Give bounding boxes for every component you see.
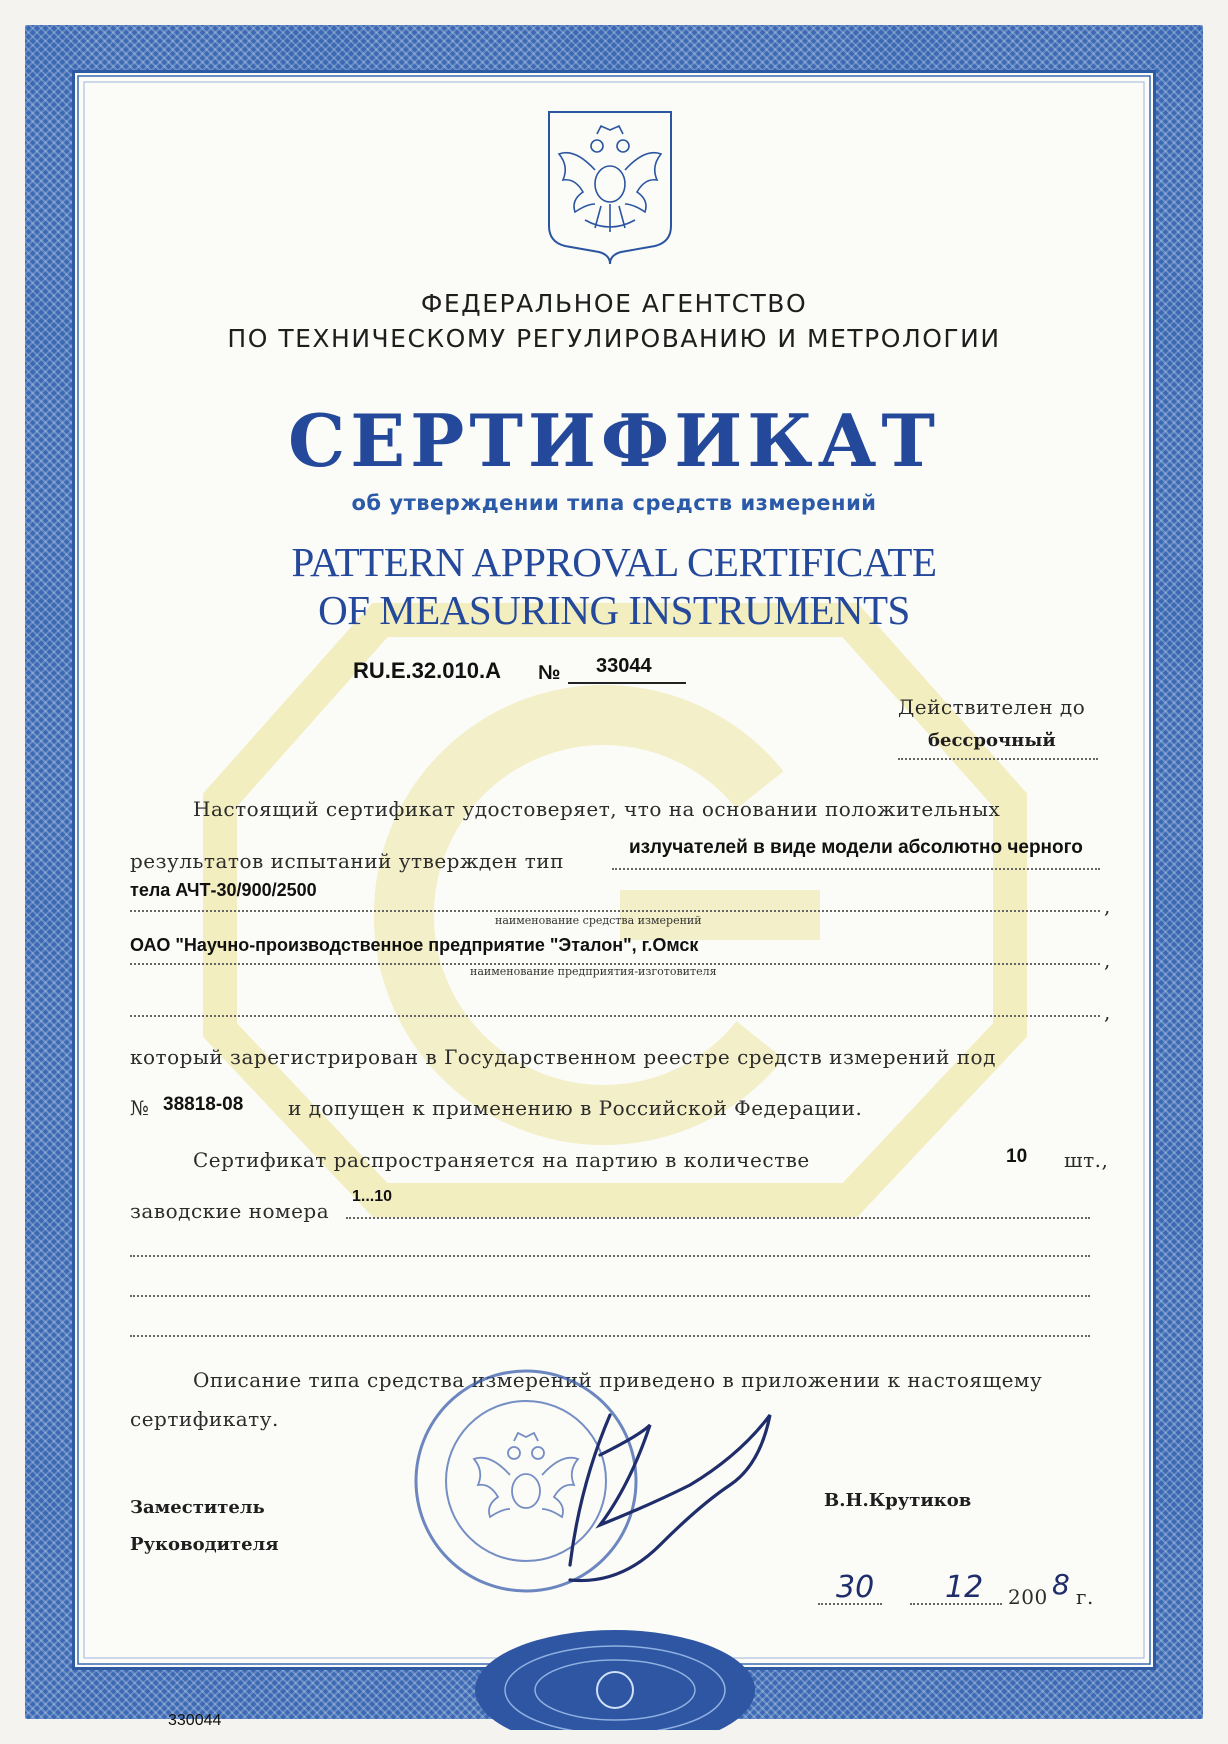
certificate-number: 33044 (596, 655, 652, 677)
manufacturer-caption: наименование предприятия-изготовителя (470, 965, 717, 978)
registry-number: 38818-08 (163, 1094, 244, 1115)
description-line-1: Описание типа средства измерений приведено в приложении к настоящему (193, 1368, 1043, 1392)
english-title-line-1: PATTERN APPROVAL CERTIFICATE (291, 539, 937, 585)
instrument-name-line-2: тела АЧТ-30/900/2500 (130, 880, 317, 900)
double-headed-eagle-icon (545, 108, 675, 266)
date-day-dotted-line (818, 1603, 882, 1605)
manufacturer-name: ОАО "Научно-производственное предприятие "Эталон", г.Омск (130, 935, 699, 955)
registry-tail: и допущен к применению в Российской Федерации. (288, 1096, 863, 1120)
serials-value: 1...10 (352, 1188, 393, 1205)
instrument-dotted-line-1 (612, 868, 1100, 870)
signatory-position-line-2: Руководителя (130, 1534, 279, 1555)
instrument-name-line-1: излучателей в виде модели абсолютно черного (629, 837, 1083, 858)
agency-line-2: ПО ТЕХНИЧЕСКОМУ РЕГУЛИРОВАНИЮ И МЕТРОЛОГИИ (227, 324, 1001, 353)
validity-value: бессрочный (928, 730, 1056, 751)
form-serial-number: 330044 (168, 1712, 222, 1729)
handwritten-signature (540, 1395, 800, 1595)
signatory-position-line-1: Заместитель (130, 1497, 265, 1518)
validity-label: Действителен до (898, 695, 1086, 719)
serials-dotted-line-2 (130, 1255, 1090, 1257)
bottom-rosette-ornament (470, 1620, 760, 1730)
certificate-number-underline (568, 682, 686, 684)
agency-line-1: ФЕДЕРАЛЬНОЕ АГЕНТСТВО (420, 289, 808, 318)
date-month: 12 (945, 1570, 984, 1605)
certificate-number-sign: № (538, 662, 561, 684)
serials-dotted-line-3 (130, 1295, 1090, 1297)
description-line-2: сертификату. (130, 1407, 279, 1431)
comma-3: , (1104, 1000, 1111, 1024)
blank-dotted-line (130, 1015, 1100, 1017)
date-year-suffix: 8 (1052, 1568, 1070, 1601)
registry-text: который зарегистрирован в Государственном реестре средств измерений под (130, 1045, 996, 1069)
batch-quantity: 10 (1006, 1146, 1028, 1167)
date-month-dotted-line (910, 1603, 1002, 1605)
certificate-code: RU.E.32.010.A (353, 658, 501, 683)
comma-1: , (1104, 894, 1111, 918)
validity-dotted-line (898, 758, 1098, 760)
english-title-line-2: OF MEASURING INSTRUMENTS (318, 587, 910, 633)
instrument-dotted-line-2 (130, 910, 1100, 912)
intro-text: Настоящий сертификат удостоверяет, что на основании положительных (193, 797, 1001, 821)
serials-label: заводские номера (130, 1199, 330, 1223)
batch-unit: шт., (1064, 1148, 1109, 1172)
signatory-name: В.Н.Крутиков (824, 1490, 972, 1511)
certificate-subtitle: об утверждении типа средств измерений (351, 491, 877, 515)
certificate-title: СЕРТИФИКАТ (288, 398, 940, 483)
results-label: результатов испытаний утвержден тип (130, 849, 564, 873)
instrument-caption: наименование средства измерений (495, 914, 702, 927)
date-year-prefix: 200 (1008, 1585, 1048, 1609)
date-day: 30 (836, 1570, 875, 1605)
serials-dotted-line-1 (346, 1217, 1090, 1219)
batch-text: Сертификат распространяется на партию в количестве (193, 1148, 810, 1172)
registry-number-sign: № (130, 1096, 150, 1120)
serials-dotted-line-4 (130, 1335, 1090, 1337)
comma-2: , (1104, 948, 1111, 972)
date-year-unit: г. (1076, 1585, 1094, 1609)
